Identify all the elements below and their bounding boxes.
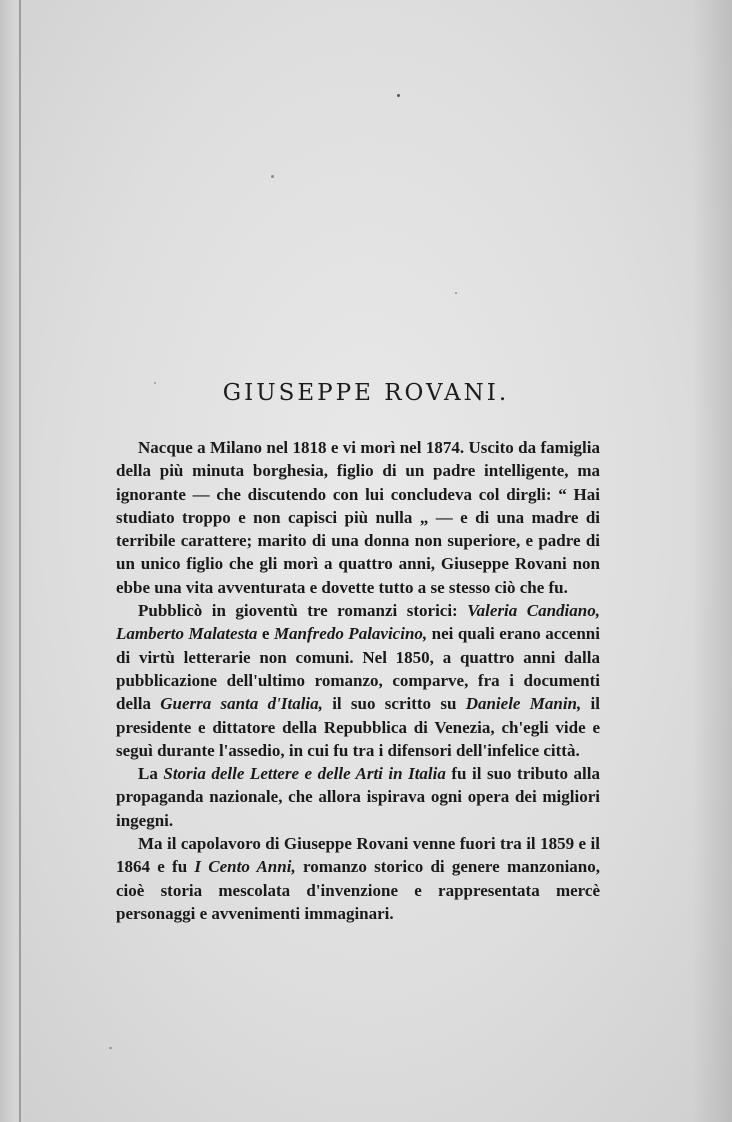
paragraph <box>116 599 600 762</box>
paragraph <box>116 436 600 599</box>
paragraph-text: Pubblicò in gioventù tre romanzi storici: <box>138 601 468 621</box>
paragraph-text: Nacque a Milano nel 1818 e vi morì nel 1874. Uscito da famiglia della più minuta borghesia, figlio di un padre intelligente, ma ignorante — che discutendo con lui concludeva col dirgli: “ Hai studiato troppo e non capisci più nulla „ — e di una madre di terribile carattere; marito di una donna non superiore, e padre di un unico figlio che gli morì a quattro anni, Giuseppe Rovani non ebbe una vita avventurata e dovette tutto a se stesso ciò che fu. <box>116 438 600 597</box>
page-title: GIUSEPPE ROVANI. <box>222 380 510 406</box>
paragraph-text: La <box>138 764 164 784</box>
paragraph-text: nei quali erano accenni di virtù letterarie non comuni. Nel 1850, a quattro anni dalla pubblicazione dell'ultimo romanzo, comparve, fra i documenti della <box>116 624 600 714</box>
biography-text <box>116 436 600 925</box>
paragraph <box>116 762 600 832</box>
paragraph-text: romanzo storico di genere manzoniano, cioè storia mescolata d'invenzione e rappresentata mercè personaggi e avvenimenti immaginari. <box>116 857 600 923</box>
paper-speck <box>109 1047 112 1049</box>
italic-title-text: Daniele Manin, <box>465 694 582 714</box>
page-edge-shadow <box>692 0 732 1122</box>
paper-speck <box>271 175 274 178</box>
paper-speck <box>455 292 457 294</box>
binding-edge-line <box>19 0 21 1122</box>
paragraph <box>116 832 600 925</box>
paragraph-text: il suo scritto su <box>322 694 466 714</box>
paper-speck <box>397 94 400 97</box>
paragraph-text: fu il suo tributo alla propaganda nazionale, che allora ispirava ogni opera dei migliori ingegni. <box>116 764 600 830</box>
italic-title-text: Guerra santa d'Italia, <box>160 694 323 714</box>
paragraph-text: il presidente e dittatore della Repubblica di Venezia, ch'egli vide e seguì durante l'assedio, in cui fu tra i difensori dell'infelice città. <box>116 694 601 760</box>
italic-title-text: Valeria Candiano, Lamberto Malatesta <box>116 601 600 644</box>
paragraph-text: Ma il capolavoro di Giuseppe Rovani venne fuori tra il 1859 e il 1864 e fu <box>116 834 600 877</box>
paragraph-text: e <box>257 624 274 644</box>
italic-title-text: Storia delle Lettere e delle Arti in Italia <box>163 764 446 784</box>
italic-title-text: Manfredo Palavicino, <box>273 624 428 644</box>
binding-gutter <box>0 0 26 1122</box>
italic-title-text: I Cento Anni, <box>194 857 296 877</box>
